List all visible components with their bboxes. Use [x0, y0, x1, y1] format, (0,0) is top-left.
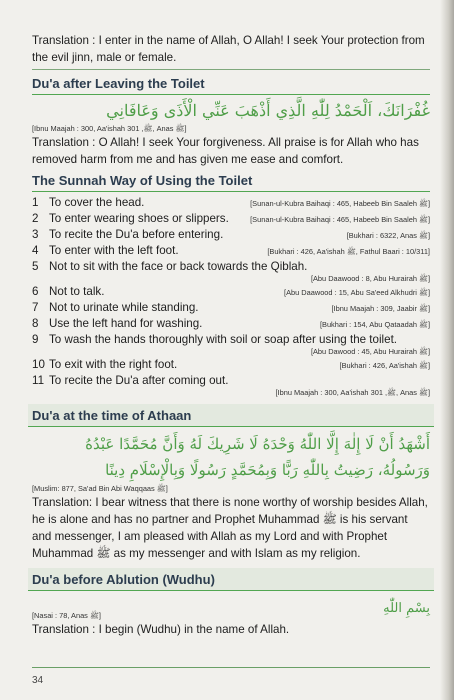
list-item-reference: [Ibnu Maajah : 300, Aa'ishah ﷺ, 301, Anas ﷺ]	[275, 388, 430, 397]
section-heading-leaving-toilet: Du'a after Leaving the Toilet	[32, 76, 430, 95]
page-binding-shadow	[440, 0, 454, 700]
list-item-reference: [Abu Daawood : 8, Abu Hurairah ﷺ]	[310, 274, 430, 283]
reference-leaving-toilet: [Ibnu Maajah : 300, Aa'ishah ﷺ, 301, Anas ﷺ]	[32, 124, 187, 133]
list-item-reference: [Abu Dawood : 45, Abu Hurairah ﷺ]	[310, 347, 430, 356]
list-item: 4 To enter with the left foot. [Bukhari : 426, Aa'ishah ﷺ, Fathul Baari : 10/311]	[32, 244, 430, 257]
footer-divider	[32, 667, 430, 668]
reference-athaan: [Muslim: 877, Sa'ad Bin Abi Waqqaas ﷺ]	[32, 484, 168, 493]
list-item: 11 To recite the Du'a after coming out.	[32, 374, 229, 387]
translation-toilet-entry: Translation : I enter in the name of Allah, O Allah! I seek Your protection from the evil jinn, male or female.	[32, 34, 425, 64]
section-heading-ablution: Du'a before Ablution (Wudhu)	[28, 568, 434, 591]
translation-athaan: Translation: I bear witness that there is none worthy of worship besides Allah, he is alone and has no partner and Prophet Muhammad ﷺ is his servant and messenger, I am pleased with Allah as my Lord and with Prophet Muhammad ﷺ as my messenger and with Islam as my religion.	[32, 496, 428, 560]
arabic-dua-ablution: بِسْمِ اللّٰهِ	[383, 601, 430, 616]
list-item: 2 To enter wearing shoes or slippers. [Sunan-ul-Kubra Baihaqi : 465, Habeeb Bin Saaleh ﷺ]	[32, 212, 430, 225]
list-item: 8 Use the left hand for washing. [Bukhari : 154, Abu Qataadah ﷺ]	[32, 317, 430, 330]
section-heading-athaan: Du'a at the time of Athaan	[28, 404, 434, 427]
list-item: 6 Not to talk. [Abu Daawood : 15, Abu Sa'eed Alkhudri ﷺ]	[32, 285, 430, 298]
list-item: 9 To wash the hands thoroughly with soil or soap after using the toilet.	[32, 333, 398, 346]
list-item: 1 To cover the head. [Sunan-ul-Kubra Baihaqi : 465, Habeeb Bin Saaleh ﷺ]	[32, 196, 430, 209]
section-heading-sunnah-toilet: The Sunnah Way of Using the Toilet	[32, 173, 430, 192]
list-item: 7 Not to urinate while standing. [Ibnu Maajah : 309, Jaabir ﷺ]	[32, 301, 430, 314]
list-item: 5 Not to sit with the face or back towards the Qiblah.	[32, 260, 308, 273]
list-item: 10 To exit with the right foot. [Bukhari : 426, Aa'ishah ﷺ]	[32, 358, 430, 371]
sunnah-list	[32, 195, 430, 398]
ablution-arabic-row	[32, 597, 430, 621]
list-item: 3 To recite the Du'a before entering. [Bukhari : 6322, Anas ﷺ]	[32, 228, 430, 241]
translation-leaving-toilet: Translation : O Allah! I seek Your forgiveness. All praise is for Allah who has removed harm from me and has given me ease and comfort.	[32, 136, 419, 166]
divider	[32, 69, 430, 70]
arabic-dua-leaving-toilet: غُفْرَانَكَ، اَلْحَمْدُ لِلّٰهِ الَّذِي أَذْهَبَ عَنِّي الْأَذَى وَعَافَانِي	[106, 101, 430, 120]
arabic-dua-athaan: أَشْهَدُ أَنْ لَا إِلٰهَ إِلَّا اللّٰهُ وَحْدَهُ لَا شَرِيكَ لَهُ وَأَنَّ مُحَمَّدًا عَبْدُهُ وَرَسُولُهُ، رَضِيتُ بِاللّٰهِ رَبًّا وَبِمُحَمَّدٍ رَسُولًا وَبِالْإِسْلَامِ دِينًا	[85, 435, 430, 479]
page-number: 34	[32, 675, 44, 686]
translation-ablution: Translation : I begin (Wudhu) in the name of Allah.	[32, 623, 290, 636]
reference-ablution: [Nasai : 78, Anas ﷺ]	[32, 611, 101, 620]
page-content	[32, 32, 430, 638]
